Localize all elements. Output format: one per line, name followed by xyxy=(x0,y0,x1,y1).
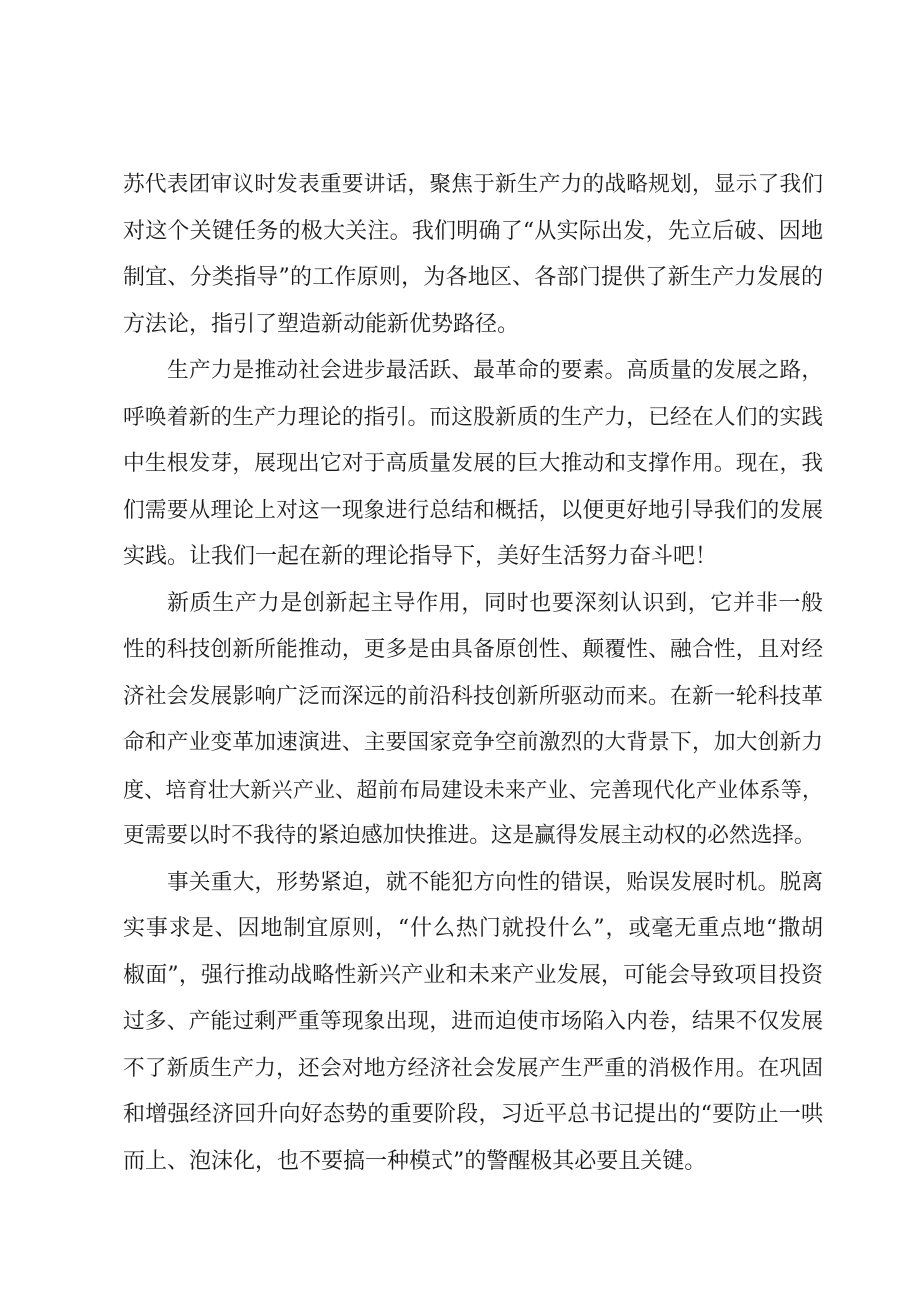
text-line: 椒面”，强行推动战略性新兴产业和未来产业发展，可能会导致项目投资 xyxy=(123,962,823,988)
text-line: 济社会发展影响广泛而深远的前沿科技创新所驱动而来。在新一轮科技革 xyxy=(123,683,823,709)
text-line: 们需要从理论上对这一现象进行总结和概括，以便更好地引导我们的发展 xyxy=(123,497,823,523)
text-line: 呼唤着新的生产力理论的指引。而这股新质的生产力，已经在人们的实践 xyxy=(123,404,823,430)
text-line: 制宜、分类指导”的工作原则，为各地区、各部门提供了新生产力发展的 xyxy=(123,265,823,290)
text-line: 性的科技创新所能推动，更多是由具备原创性、颠覆性、融合性，且对经 xyxy=(123,637,823,662)
text-line: 不了新质生产力，还会对地方经济社会发展产生严重的消极作用。在巩固 xyxy=(123,1055,823,1081)
text-line: 新质生产力是创新起主导作用，同时也要深刻认识到，它并非一般 xyxy=(167,590,823,616)
text-line: 和增强经济回升向好态势的重要阶段，习近平总书记提出的“要防止一哄 xyxy=(123,1102,823,1127)
text-line: 更需要以时不我待的紧迫感加快推进。这是赢得发展主动权的必然选择。 xyxy=(123,823,816,848)
paragraph-2 xyxy=(123,348,823,581)
text-line: 生产力是推动社会进步最活跃、最革命的要素。高质量的发展之路， xyxy=(167,358,823,383)
text-line: 苏代表团审议时发表重要讲话，聚焦于新生产力的战略规划，显示了我们 xyxy=(123,172,823,197)
text-line: 度、培育壮大新兴产业、超前布局建设未来产业、完善现代化产业体系等， xyxy=(123,777,823,802)
text-line: 实事求是、因地制宜原则，“什么热门就投什么”，或毫无重点地“撒胡 xyxy=(123,916,823,941)
text-line: 方法论，指引了塑造新动能新优势路径。 xyxy=(123,311,520,337)
text-line: 对这个关键任务的极大关注。我们明确了“从实际出发，先立后破、因地 xyxy=(123,218,823,244)
paragraph-1 xyxy=(123,162,823,348)
text-line: 事关重大，形势紧迫，就不能犯方向性的错误，贻误发展时机。脱离 xyxy=(167,869,823,895)
text-line: 中生根发芽，展现出它对于高质量发展的巨大推动和支撑作用。现在，我 xyxy=(123,451,823,476)
text-line: 过多、产能过剩严重等现象出现，进而迫使市场陷入内卷，结果不仅发展 xyxy=(123,1009,823,1034)
text-line: 命和产业变革加速演进、主要国家竞争空前激烈的大背景下，加大创新力 xyxy=(123,730,823,755)
paragraph-3 xyxy=(123,581,823,860)
text-line: 而上、泡沫化，也不要搞一种模式”的警醒极其必要且关键。 xyxy=(123,1148,707,1174)
paragraph-4 xyxy=(123,860,823,1186)
text-line: 实践。让我们一起在新的理论指导下，美好生活努力奋斗吧！ xyxy=(123,544,718,569)
document-body xyxy=(123,162,823,1185)
